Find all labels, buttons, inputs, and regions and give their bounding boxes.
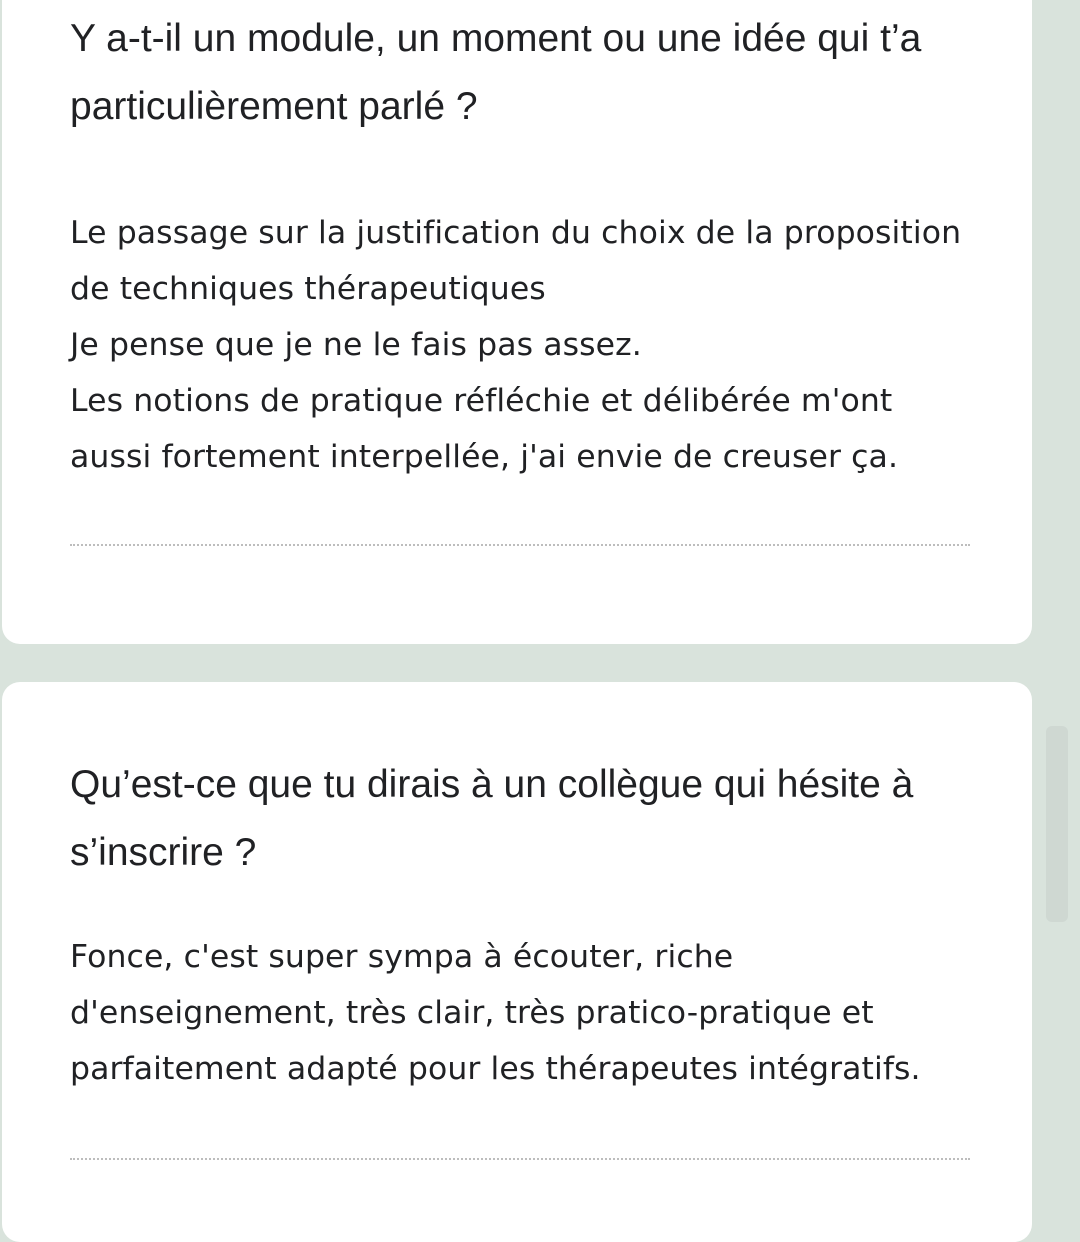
- answer-text[interactable]: Le passage sur la justification du choix de la proposition de techniques thérapeutiques Je pense que je ne le fais pas assez. Les notions de pratique réfléchie et délibérée m'ont aussi fortement interpellée, j'ai envie de creuser ça.: [70, 215, 962, 475]
- question-card-colleague: [2, 682, 1032, 1242]
- answer-text[interactable]: Fonce, c'est super sympa à écouter, riche d'enseignement, très clair, très pratico-pratique et parfaitement adapté pour les thérapeutes intégratifs.: [70, 939, 921, 1087]
- question-title: Y a-t-il un module, un moment ou une idée qui t’a particulièrement parlé ?: [70, 17, 922, 128]
- answer-underline: [70, 544, 970, 546]
- question-card-module: [2, 0, 1032, 644]
- question-title: Qu’est-ce que tu dirais à un collègue qui hésite à s’inscrire ?: [70, 763, 914, 874]
- answer-underline: [70, 1158, 970, 1160]
- scrollbar-thumb[interactable]: [1046, 726, 1068, 922]
